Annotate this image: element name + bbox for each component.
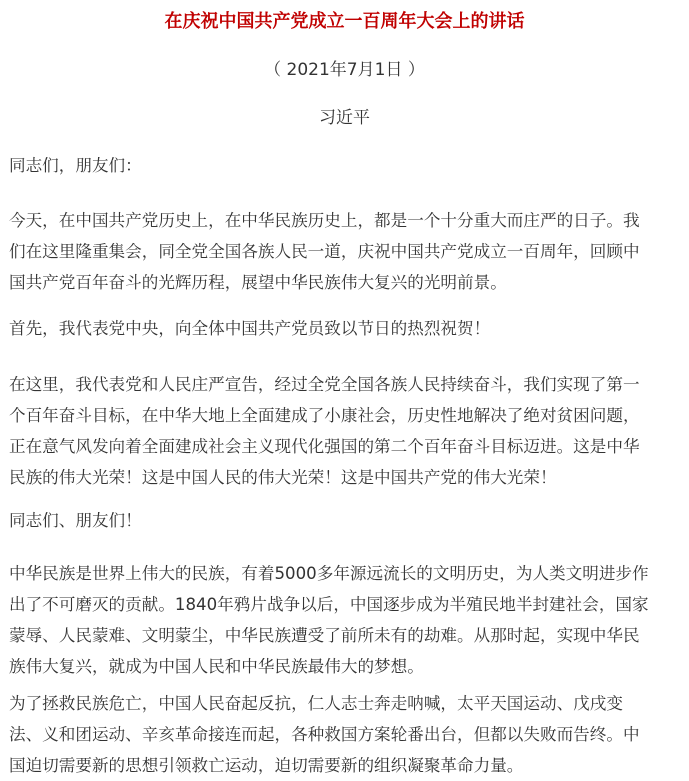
article-date: （ 2021年7月1日 ） bbox=[264, 60, 425, 80]
paragraph-resistance bbox=[9, 688, 683, 781]
paragraph-greeting bbox=[9, 150, 683, 181]
paragraph-line: 民族的伟大光荣！这是中国人民的伟大光荣！这是中国共产党的伟大光荣！ bbox=[9, 468, 557, 487]
paragraph-opening bbox=[9, 205, 683, 298]
paragraph-history bbox=[9, 558, 683, 682]
paragraph-congratulations bbox=[9, 313, 683, 344]
paragraph-line: 出了不可磨灭的贡献。1840年鸦片战争以后，中国逐步成为半殖民地半封建社会，国家 bbox=[9, 595, 649, 614]
paragraph-line: 法、义和团运动、辛亥革命接连而起，各种救国方案轮番出台，但都以失败而告终。中 bbox=[9, 725, 640, 744]
paragraph-line: 正在意气风发向着全面建成社会主义现代化强国的第二个百年奋斗目标迈进。这是中华 bbox=[9, 437, 640, 456]
paragraph-line: 首先，我代表党中央，向全体中国共产党员致以节日的热烈祝贺！ bbox=[9, 319, 491, 338]
paragraph-line: 族伟大复兴，就成为中国人民和中华民族最伟大的梦想。 bbox=[9, 657, 424, 676]
paragraph-line: 中华民族是世界上伟大的民族，有着5000多年源远流长的文明历史，为人类文明进步作 bbox=[9, 564, 649, 583]
paragraph-line: 为了拯救民族危亡，中国人民奋起反抗，仁人志士奔走呐喊，太平天国运动、戊戌变 bbox=[9, 694, 623, 713]
paragraph-declaration bbox=[9, 369, 683, 493]
paragraph-line: 同志们，朋友们： bbox=[9, 156, 142, 175]
paragraph-address bbox=[9, 505, 683, 536]
paragraph-line: 个百年奋斗目标，在中华大地上全面建成了小康社会，历史性地解决了绝对贫困问题， bbox=[9, 406, 640, 425]
article-title: 在庆祝中国共产党成立一百周年大会上的讲话 bbox=[164, 11, 525, 32]
paragraph-line: 蒙辱、人民蒙难、文明蒙尘，中华民族遭受了前所未有的劫难。从那时起，实现中华民 bbox=[9, 626, 640, 645]
paragraph-line: 国迫切需要新的思想引领救亡运动，迫切需要新的组织凝聚革命力量。 bbox=[9, 756, 524, 775]
paragraph-line: 今天，在中国共产党历史上，在中华民族历史上，都是一个十分重大而庄严的日子。我 bbox=[9, 211, 640, 230]
paragraph-line: 在这里，我代表党和人民庄严宣告，经过全党全国各族人民持续奋斗，我们实现了第一 bbox=[9, 375, 640, 394]
paragraph-line: 同志们、朋友们！ bbox=[9, 511, 142, 530]
paragraph-line: 们在这里隆重集会，同全党全国各族人民一道，庆祝中国共产党成立一百周年，回顾中 bbox=[9, 242, 640, 261]
paragraph-line: 国共产党百年奋斗的光辉历程，展望中华民族伟大复兴的光明前景。 bbox=[9, 273, 507, 292]
article-author: 习近平 bbox=[319, 108, 370, 128]
